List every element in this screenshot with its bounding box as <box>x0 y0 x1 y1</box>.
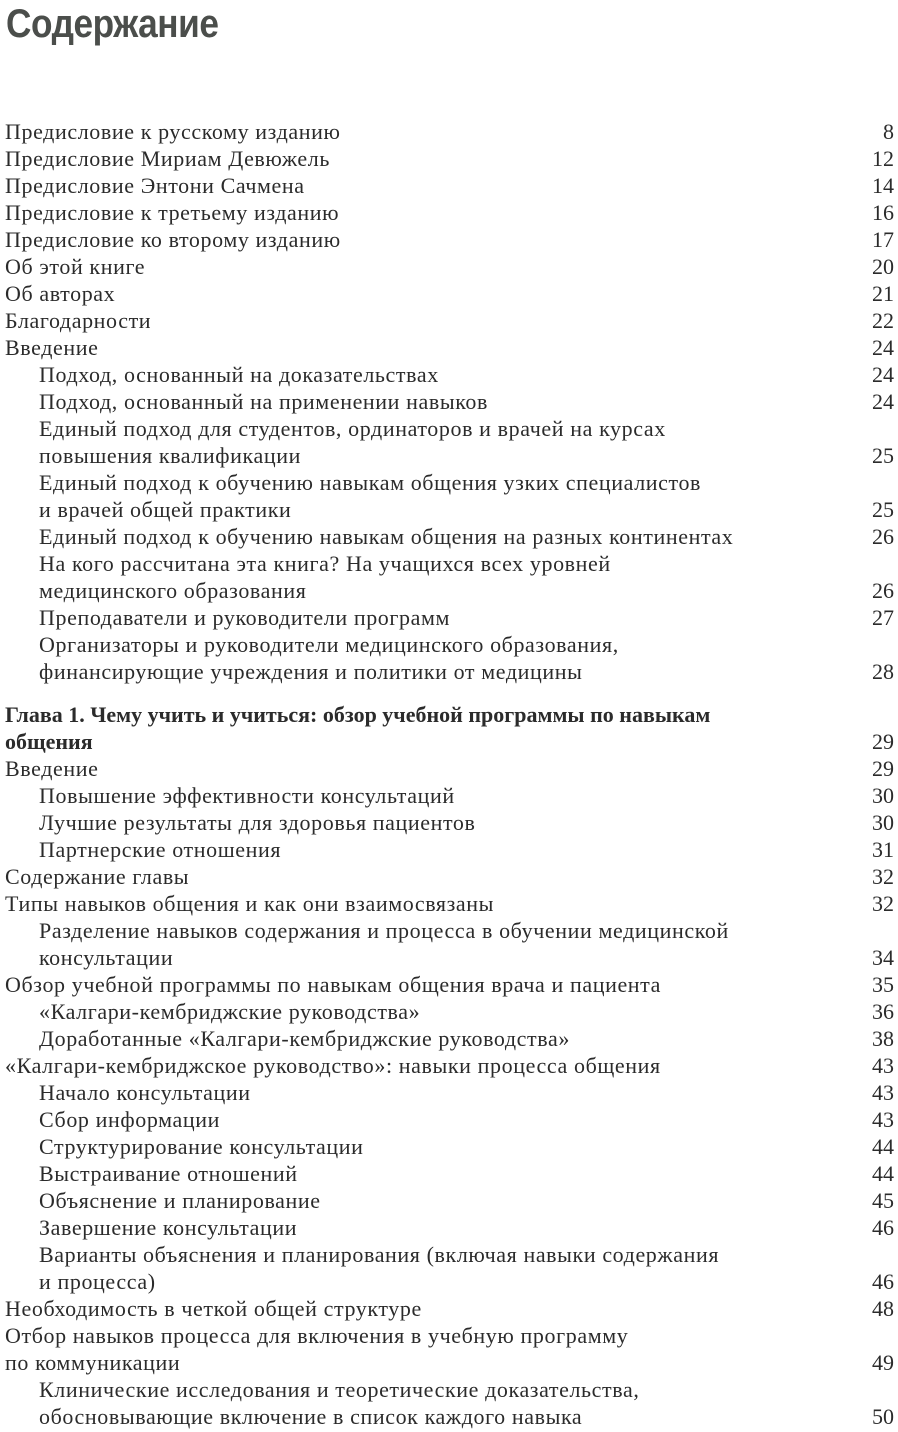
toc-page-number: 8 <box>883 119 894 144</box>
toc-subentry <box>5 1376 894 1430</box>
toc-page-number: 24 <box>872 335 894 360</box>
toc-entry-title <box>39 836 894 863</box>
toc-entry-title <box>39 1106 894 1133</box>
toc-entry-title <box>39 1133 894 1160</box>
toc-entry-title <box>5 307 894 334</box>
toc-entry-title <box>39 550 894 604</box>
toc-page-number: 34 <box>872 945 894 970</box>
toc-page-number: 38 <box>872 1026 894 1051</box>
toc-title-line: Предисловие к третьему изданию <box>5 200 340 225</box>
toc-entry-title <box>39 1025 894 1052</box>
toc-title-line: Содержание главы <box>5 864 190 889</box>
page-title: Содержание <box>6 2 219 46</box>
toc-entry-title <box>39 809 894 836</box>
toc-entry-title <box>5 118 894 145</box>
toc-page-number: 31 <box>872 837 894 862</box>
toc-entry <box>5 307 894 334</box>
toc-page-number: 32 <box>872 864 894 889</box>
toc-entry-title <box>39 1160 894 1187</box>
toc-page-number: 35 <box>872 972 894 997</box>
toc-page-number: 22 <box>872 308 894 333</box>
toc-title-line: Доработанные «Калгари-кембриджские руководства» <box>39 1026 570 1051</box>
toc-page-number: 27 <box>872 605 894 630</box>
toc-page-number: 29 <box>872 729 894 754</box>
toc-title-line: Организаторы и руководители медицинского образования, <box>39 632 619 657</box>
toc-title-line: Подход, основанный на доказательствах <box>39 362 439 387</box>
toc-entry-title <box>5 701 894 755</box>
toc-page-number: 16 <box>872 200 894 225</box>
toc-subentry <box>5 1187 894 1214</box>
toc-entry-title <box>39 388 894 415</box>
toc-entry-title <box>5 755 894 782</box>
toc-page-number: 36 <box>872 999 894 1024</box>
toc-page-number: 48 <box>872 1296 894 1321</box>
toc-page-number: 43 <box>872 1107 894 1132</box>
toc-title-line: Типы навыков общения и как они взаимосвязаны <box>5 891 495 916</box>
toc-title-line: Сбор информации <box>39 1107 220 1132</box>
toc-title-line: Объяснение и планирование <box>39 1188 321 1213</box>
toc-subentry <box>5 1133 894 1160</box>
toc-title-line: по коммуникации <box>5 1350 181 1375</box>
toc-title-line: Преподаватели и руководители программ <box>39 605 451 630</box>
toc-subentry <box>5 1025 894 1052</box>
toc-entry-title <box>39 782 894 809</box>
toc-subentry <box>5 1241 894 1295</box>
toc-entry <box>5 172 894 199</box>
toc-entry-title <box>39 415 894 469</box>
toc-entry-title <box>39 523 894 550</box>
toc-entry-title <box>39 604 894 631</box>
toc-page-number: 32 <box>872 891 894 916</box>
toc-entry-title <box>5 145 894 172</box>
toc-page-number: 17 <box>872 227 894 252</box>
toc-entry-title <box>39 1214 894 1241</box>
toc-entry <box>5 280 894 307</box>
toc-entry-title <box>39 1187 894 1214</box>
toc-entry-title <box>5 172 894 199</box>
toc-subentry <box>5 469 894 523</box>
toc-page-number: 30 <box>872 810 894 835</box>
toc-subentry <box>5 809 894 836</box>
toc-title-line: Обзор учебной программы по навыкам общения врача и пациента <box>5 972 662 997</box>
toc-subentry <box>5 415 894 469</box>
toc-entry-title <box>39 469 894 523</box>
toc-title-line: Введение <box>5 335 99 360</box>
toc-page-number: 21 <box>872 281 894 306</box>
toc-entry <box>5 1052 894 1079</box>
toc-entry-title <box>5 1295 894 1322</box>
toc-page-number: 45 <box>872 1188 894 1213</box>
toc-entry <box>5 253 894 280</box>
toc-page-number: 26 <box>872 524 894 549</box>
toc-title-line: Отбор навыков процесса для включения в учебную программу <box>5 1323 629 1348</box>
toc-entry-title <box>5 863 894 890</box>
toc-title-line: повышения квалификации <box>39 443 301 468</box>
toc-title-line: Выстраивание отношений <box>39 1161 298 1186</box>
toc-title-line: Об авторах <box>5 281 116 306</box>
toc-subentry <box>5 836 894 863</box>
toc-entry <box>5 755 894 782</box>
toc-title-line: Начало консультации <box>39 1080 251 1105</box>
toc-page-number: 44 <box>872 1134 894 1159</box>
toc-page-number: 25 <box>872 497 894 522</box>
toc-entry <box>5 890 894 917</box>
toc-entry <box>5 118 894 145</box>
toc-page-number: 20 <box>872 254 894 279</box>
toc-entry <box>5 1295 894 1322</box>
toc-subentry <box>5 523 894 550</box>
toc-page-number: 24 <box>872 389 894 414</box>
toc-entry-title <box>39 1376 894 1430</box>
toc-entry <box>5 334 894 361</box>
toc-title-line: Завершение консультации <box>39 1215 298 1240</box>
toc-title-line: Повышение эффективности консультаций <box>39 783 455 808</box>
toc-title-line: Подход, основанный на применении навыков <box>39 389 489 414</box>
toc-subentry <box>5 1160 894 1187</box>
toc-title-line: консультации <box>39 945 174 970</box>
toc-title-line: медицинского образования <box>39 578 307 603</box>
toc-subentry <box>5 998 894 1025</box>
toc-subentry <box>5 604 894 631</box>
toc-title-line: Необходимость в четкой общей структуре <box>5 1296 422 1321</box>
toc-page-number: 43 <box>872 1053 894 1078</box>
toc-title-line: Об этой книге <box>5 254 146 279</box>
toc-title-line: Предисловие Энтони Сачмена <box>5 173 305 198</box>
toc-title-line: Единый подход к обучению навыкам общения на разных континентах <box>39 524 734 549</box>
toc-title-line: Единый подход к обучению навыкам общения узких специалистов <box>39 470 702 495</box>
toc-subentry <box>5 361 894 388</box>
toc-page-number: 14 <box>872 173 894 198</box>
toc-entry-title <box>5 334 894 361</box>
toc-entry-title <box>5 280 894 307</box>
toc-page-number: 49 <box>872 1350 894 1375</box>
toc-entry <box>5 1322 894 1376</box>
toc-page-number: 24 <box>872 362 894 387</box>
toc-entry-title <box>39 1241 894 1295</box>
toc-entry-title <box>39 998 894 1025</box>
toc-subentry <box>5 1079 894 1106</box>
toc-subentry <box>5 550 894 604</box>
toc-entry <box>5 226 894 253</box>
toc-entry-title <box>5 1052 894 1079</box>
toc-page-number: 26 <box>872 578 894 603</box>
toc-entry-title <box>39 361 894 388</box>
toc-entry-title <box>5 971 894 998</box>
toc-entry <box>5 199 894 226</box>
toc-subentry <box>5 1106 894 1133</box>
toc-subentry <box>5 1214 894 1241</box>
toc-subentry <box>5 917 894 971</box>
toc-page-number: 28 <box>872 659 894 684</box>
toc-page-number: 43 <box>872 1080 894 1105</box>
toc-page-number: 50 <box>872 1404 894 1429</box>
toc-title-line: Единый подход для студентов, ординаторов и врачей на курсах <box>39 416 666 441</box>
toc-entry-title <box>39 631 894 685</box>
toc-subentry <box>5 782 894 809</box>
toc-entry <box>5 863 894 890</box>
toc-title-line: финансирующие учреждения и политики от медицины <box>39 659 583 684</box>
toc-title-line: «Калгари-кембриджские руководства» <box>39 999 421 1024</box>
toc-title-line: Варианты объяснения и планирования (включая навыки содержания <box>39 1242 720 1267</box>
toc-entry-title <box>5 253 894 280</box>
toc-entry-title <box>5 1322 894 1376</box>
toc-title-line: Предисловие к русскому изданию <box>5 119 341 144</box>
toc-title-line: Предисловие ко второму изданию <box>5 227 341 252</box>
toc-title-line: Структурирование консультации <box>39 1134 364 1159</box>
toc-title-line: Клинические исследования и теоретические доказательства, <box>39 1377 640 1402</box>
toc-page-number: 44 <box>872 1161 894 1186</box>
toc-page-number: 30 <box>872 783 894 808</box>
toc-entry <box>5 145 894 172</box>
toc-page-number: 46 <box>872 1215 894 1240</box>
toc-title-line: Благодарности <box>5 308 152 333</box>
toc-title-line: и врачей общей практики <box>39 497 292 522</box>
toc-subentry <box>5 631 894 685</box>
toc-entry-title <box>5 226 894 253</box>
toc-title-line: Введение <box>5 756 99 781</box>
toc-title-line: Лучшие результаты для здоровья пациентов <box>39 810 476 835</box>
toc-title-line: Предисловие Мириам Девюжель <box>5 146 330 171</box>
toc-page-number: 29 <box>872 756 894 781</box>
toc-subentry <box>5 388 894 415</box>
toc-entry-title <box>39 917 894 971</box>
toc-title-line: общения <box>5 729 93 754</box>
toc-title-line: Глава 1. Чему учить и учиться: обзор учебной программы по навыкам <box>5 702 711 727</box>
toc-entry <box>5 701 894 755</box>
toc-page-number: 46 <box>872 1269 894 1294</box>
table-of-contents <box>5 118 894 1430</box>
toc-title-line: «Калгари-кембриджское руководство»: навыки процесса общения <box>5 1053 661 1078</box>
toc-page-number: 12 <box>872 146 894 171</box>
toc-title-line: Партнерские отношения <box>39 837 282 862</box>
toc-entry-title <box>39 1079 894 1106</box>
toc-entry-title <box>5 890 894 917</box>
toc-title-line: и процесса) <box>39 1269 156 1294</box>
toc-title-line: Разделение навыков содержания и процесса в обучении медицинской <box>39 918 729 943</box>
toc-page-number: 25 <box>872 443 894 468</box>
toc-title-line: обосновывающие включение в список каждого навыка <box>39 1404 583 1429</box>
toc-title-line: На кого рассчитана эта книга? На учащихся всех уровней <box>39 551 611 576</box>
toc-entry-title <box>5 199 894 226</box>
toc-entry <box>5 971 894 998</box>
